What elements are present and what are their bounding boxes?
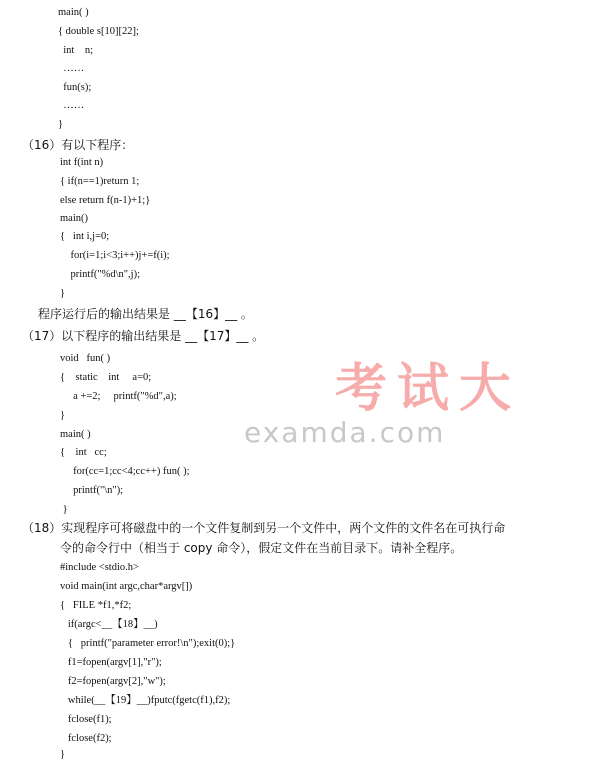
code-line: for(i=1;i<3;i++)j+=f(i); (60, 250, 170, 261)
code-line: { static int a=0; (60, 372, 152, 383)
code-line: main( ) (60, 429, 91, 440)
code-line: main() (60, 213, 88, 224)
code-line: { int cc; (60, 447, 107, 458)
code-line: void main(int argc,char*argv[]) (60, 581, 193, 592)
question-text-line: （16）有以下程序： (22, 138, 134, 152)
code-line: } (60, 749, 66, 760)
code-line: printf("\n"); (60, 485, 124, 496)
code-line: …… (58, 100, 85, 111)
code-line: for(cc=1;cc<4;cc++) fun( ); (60, 466, 190, 477)
question-text-line: （18）实现程序可将磁盘中的一个文件复制到另一个文件中，两个文件的文件名在可执行命 (22, 521, 506, 535)
code-line: #include <stdio.h> (60, 562, 139, 573)
code-line: int n; (58, 45, 94, 56)
code-line: { FILE *f1,*f2; (60, 600, 132, 611)
code-line: …… (58, 63, 85, 74)
code-line: while(__【19】__)fputc(fgetc(f1),f2); (60, 695, 231, 706)
watermark-logo-en: examda.com (244, 416, 446, 449)
code-line: } (60, 288, 66, 299)
question-text-line: 令的命令行中（相当于 copy 命令），假定文件在当前目录下。请补全程序。 (60, 541, 463, 555)
code-line: { printf("parameter error!\n");exit(0);} (60, 638, 236, 649)
code-line: fclose(f1); (60, 714, 112, 725)
code-line: a +=2; printf("%d",a); (60, 391, 177, 402)
code-line: main( ) (58, 7, 89, 18)
code-line: } (60, 504, 68, 515)
code-line: f1=fopen(argv[1],"r"); (60, 657, 162, 668)
code-line: int f(int n) (60, 157, 104, 168)
code-line: fun(s); (58, 82, 92, 93)
code-line: fclose(f2); (60, 733, 112, 744)
code-line: f2=fopen(argv[2],"w"); (60, 676, 166, 687)
code-line: } (58, 119, 64, 130)
question-text-line: 程序运行后的输出结果是 __【16】__ 。 (38, 307, 253, 321)
code-line: { int i,j=0; (60, 231, 110, 242)
code-line: { if(n==1)return 1; (60, 176, 140, 187)
code-line: void fun( ) (60, 353, 111, 364)
code-line: if(argc<__【18】__) (60, 619, 158, 630)
watermark-logo-cn: 考试大 (335, 359, 522, 419)
code-line: else return f(n-1)+1;} (60, 195, 151, 206)
code-line: { double s[10][22]; (58, 26, 139, 37)
code-line: printf("%d\n",j); (60, 269, 141, 280)
code-line: } (60, 410, 66, 421)
question-text-line: （17）以下程序的输出结果是 __【17】__ 。 (22, 329, 265, 343)
